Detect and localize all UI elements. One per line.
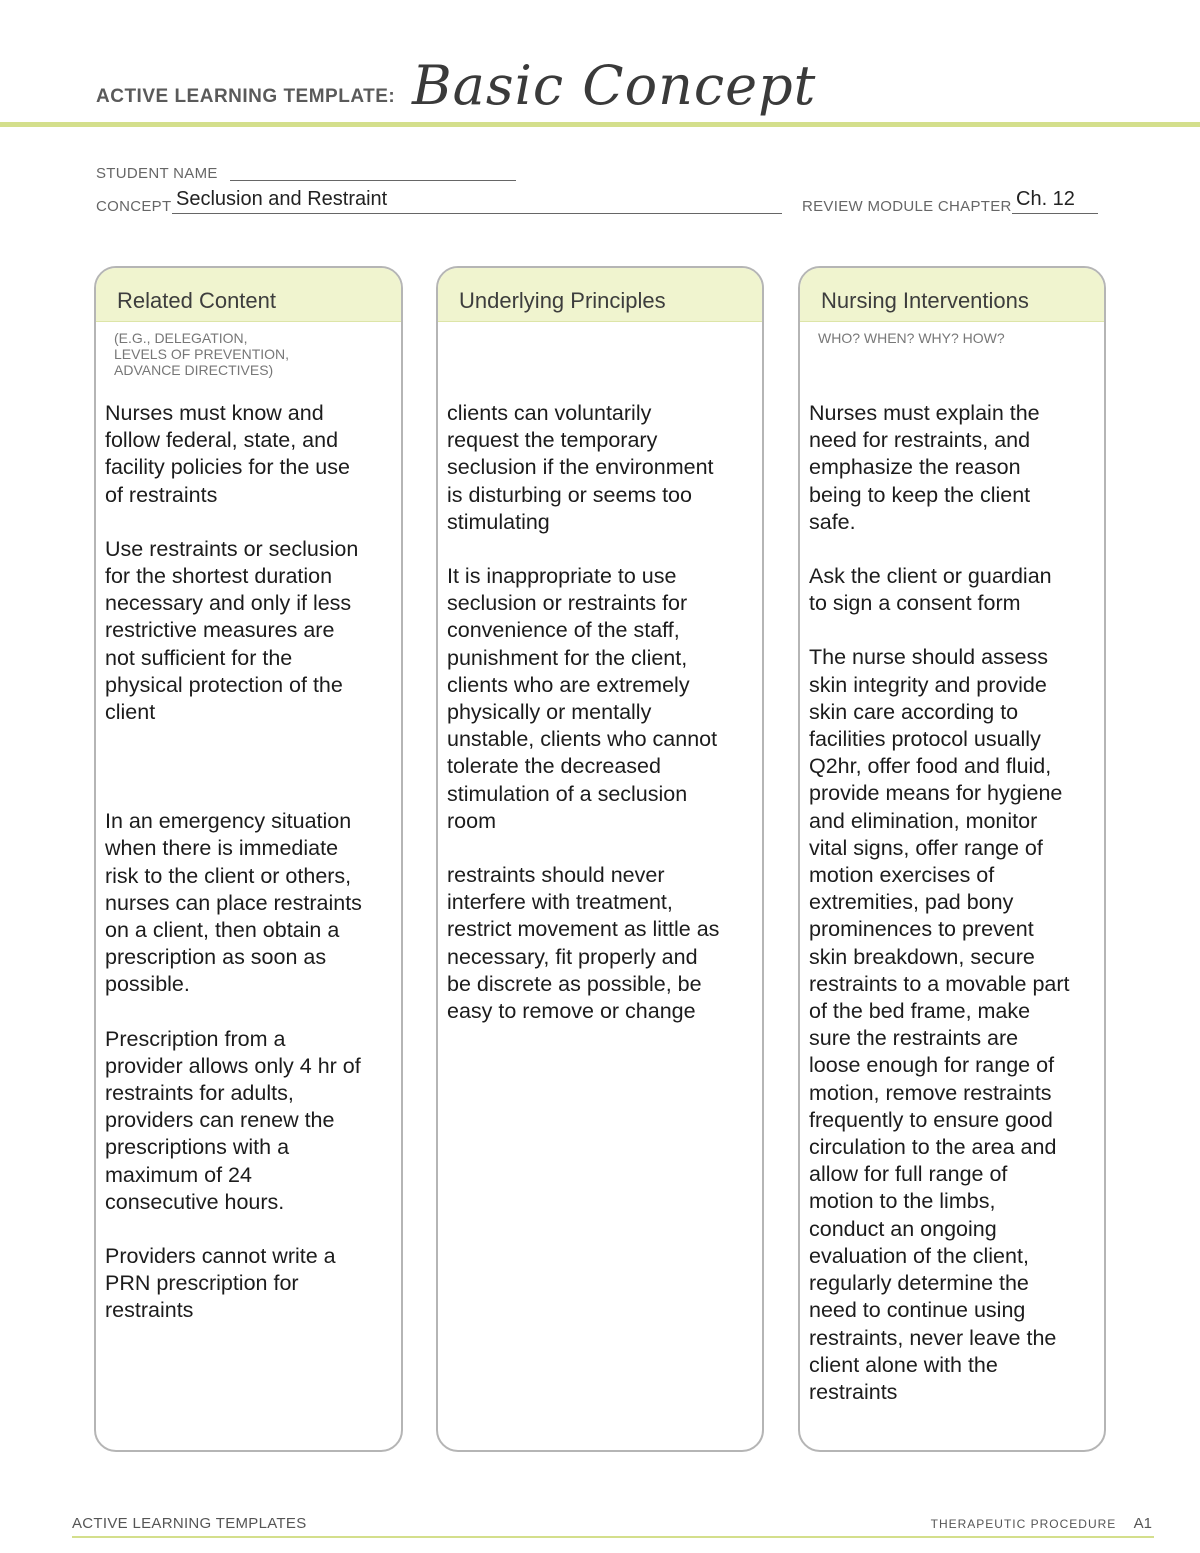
student-name-label: STUDENT NAME xyxy=(96,165,218,182)
related-content-paragraph: Providers cannot write a PRN prescription for restraints xyxy=(105,1244,336,1323)
page-title: Basic Concept xyxy=(412,54,817,117)
nursing-interventions-paragraph: Nurses must explain the need for restraints, and emphasize the reason being to keep the client safe. xyxy=(809,401,1040,534)
underlying-principles-card xyxy=(436,266,764,1452)
nursing-interventions-paragraph: The nurse should assess skin integrity and provide skin care according to facilities protocol usually Q2hr, offer food and fluid, provide means for hygiene and elimination, monitor vital signs, offer range of motion exercises of extremities, pad bony prominences to prevent skin breakdown, secure restraints to a movable part of the bed frame, make sure the restraints are loose enough for range of motion, remove restraints frequently to ensure good circulation to the area and allow for full range of motion to the limbs, conduct an ongoing evaluation of the client, regularly determine the need to continue using restraints, never leave the client alone with the restraints xyxy=(809,645,1070,1404)
review-module-chapter-field[interactable] xyxy=(1012,213,1098,214)
underlying-principles-paragraph: clients can voluntarily request the temporary seclusion if the environment is disturbing or seems too stimulating xyxy=(447,401,714,534)
footer-title: ACTIVE LEARNING TEMPLATES xyxy=(72,1515,307,1532)
concept-value: Seclusion and Restraint xyxy=(176,188,388,210)
underlying-principles-paragraph: restraints should never interfere with treatment, restrict movement as little as necessary, fit properly and be discrete as possible, be easy to remove or change xyxy=(447,863,720,1024)
related-content-body[interactable] xyxy=(105,400,391,1325)
header-divider xyxy=(0,122,1200,127)
concept-label: CONCEPT xyxy=(96,198,172,215)
related-content-paragraph: In an emergency situation when there is immediate risk to the client or others, nurses can place restraints on a client, then obtain a prescription as soon as possible. xyxy=(105,809,362,997)
related-content-card xyxy=(94,266,403,1452)
footer-meta xyxy=(931,1515,1152,1532)
related-content-paragraph: Prescription from a provider allows only 4 hr of restraints for adults, providers can renew the prescriptions with a maximum of 24 consecutive hours. xyxy=(105,1026,361,1214)
review-module-chapter-label: REVIEW MODULE CHAPTER xyxy=(802,198,1012,215)
related-content-subheading: (E.G., DELEGATION, LEVELS OF PREVENTION, ADVANCE DIRECTIVES) xyxy=(114,330,290,378)
related-content-paragraph: Nurses must know and follow federal, state, and facility policies for the use of restraints xyxy=(105,401,350,507)
student-name-field[interactable] xyxy=(230,180,516,181)
nursing-interventions-card xyxy=(798,266,1106,1452)
underlying-principles-heading: Underlying Principles xyxy=(438,268,762,322)
template-kicker: ACTIVE LEARNING TEMPLATE: xyxy=(96,86,396,107)
underlying-principles-paragraph: It is inappropriate to use seclusion or restraints for convenience of the staff, punishment for the client, clients who are extremely physically or mentally unstable, clients who cannot tolerate the decreased stimulation of a seclusion room xyxy=(447,564,718,833)
concept-field[interactable] xyxy=(172,213,782,214)
nursing-interventions-subheading: WHO? WHEN? WHY? HOW? xyxy=(818,330,1005,346)
footer-divider xyxy=(72,1536,1154,1538)
footer-category: THERAPEUTIC PROCEDURE xyxy=(930,1517,1117,1531)
related-content-paragraph: Use restraints or seclusion for the shortest duration necessary and only if less restrictive measures are not sufficient for the physical protection of the client xyxy=(105,536,359,725)
nursing-interventions-paragraph: Ask the client or guardian to sign a consent form xyxy=(809,564,1052,616)
footer-page-number: A1 xyxy=(1133,1515,1152,1532)
related-content-heading: Related Content xyxy=(96,268,401,322)
nursing-interventions-body[interactable] xyxy=(809,400,1094,1406)
underlying-principles-body[interactable] xyxy=(447,400,752,1025)
review-module-chapter-value: Ch. 12 xyxy=(1016,188,1075,210)
nursing-interventions-heading: Nursing Interventions xyxy=(800,268,1104,322)
